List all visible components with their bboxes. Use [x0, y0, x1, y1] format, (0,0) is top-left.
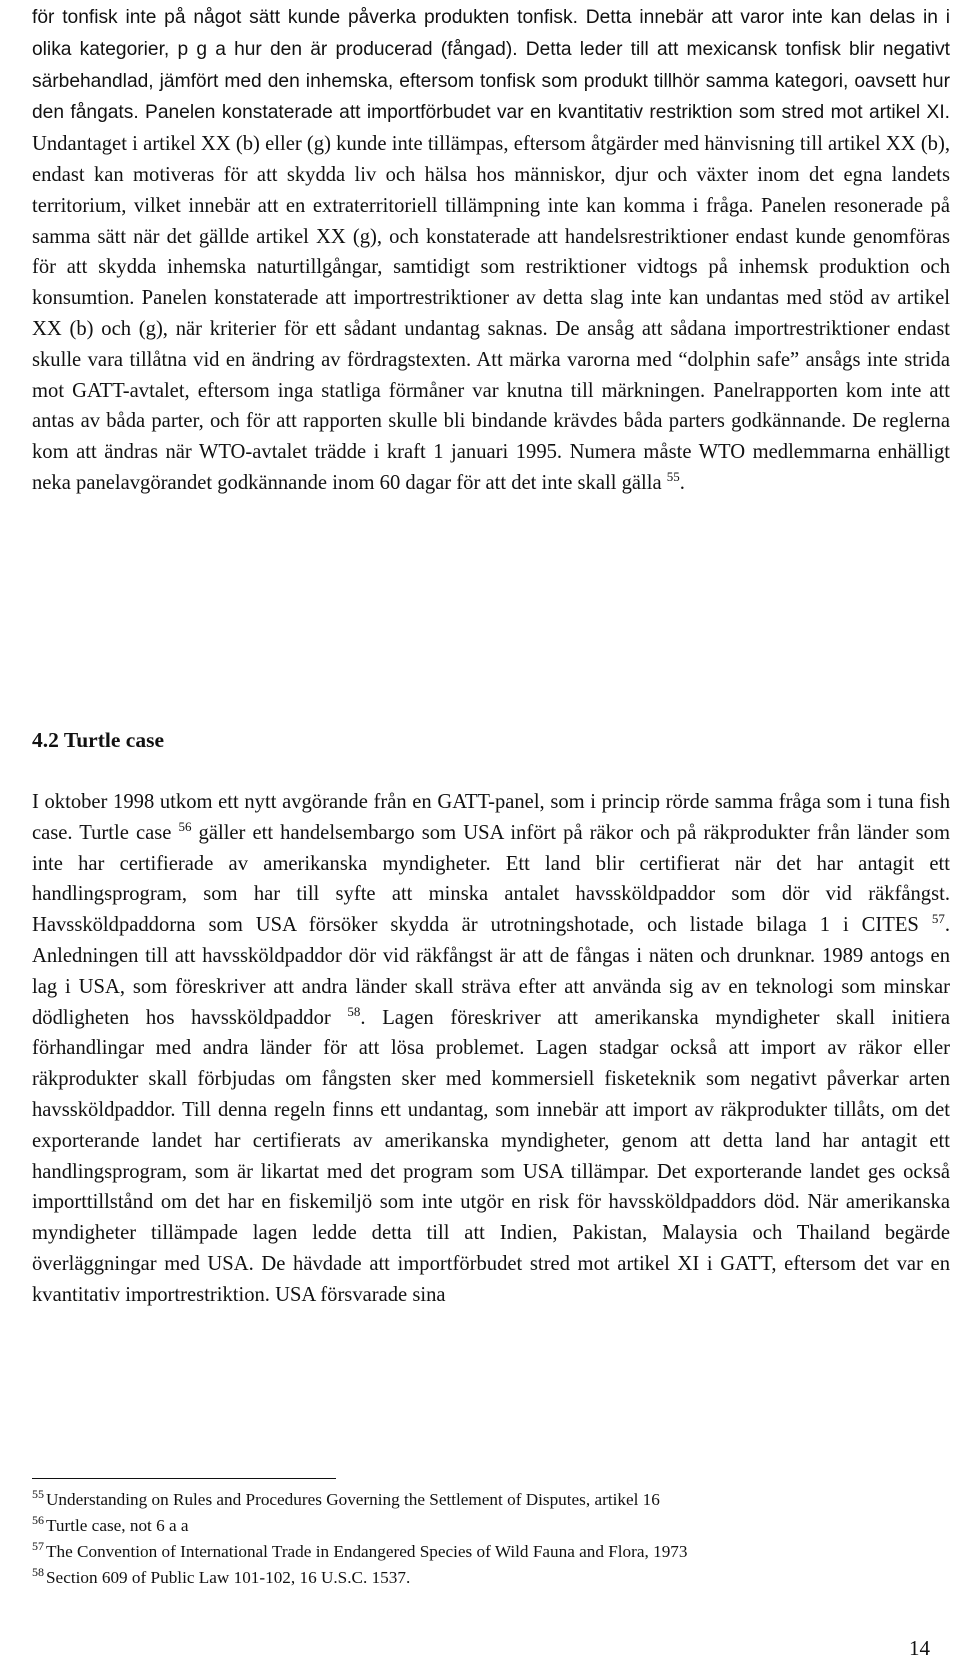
paragraph-text: för tonfisk inte på något sätt kunde påverka produkten tonfisk. Detta innebär att varor inte kan delas in i olika kategorier, p g a hur den är producerad (fångad). Detta leder till att mexicansk tonfisk blir negativt särbehandlad, jämfört med den inhemska, eftersom tonfisk som produkt tillhör samma kategori, oavsett hur den fångats. Panelen konstaterade att importförbudet var en kvantitativ restriktion som stred mot artikel XI. [32, 7, 950, 124]
body-paragraph-2 [32, 787, 950, 1311]
body-paragraph-1 [32, 2, 950, 499]
footnote [32, 1487, 950, 1513]
footnote-divider [32, 1478, 336, 1479]
footnote [32, 1565, 950, 1591]
paragraph-text: I oktober 1998 utkom ett nytt avgörande från en GATT-panel, som i princip rörde samma fråga som i tuna fish case. Turtle case [32, 791, 950, 844]
paragraph-text: gäller ett handelsembargo som USA infört på räkor och på räkprodukter från länder som inte har certifierade av amerikanska myndigheter. Ett land blir certifierat när det har antagit ett handlingsprogram, som har till syfte att minska antalet havssköldpaddor som dör vid räkfångst. Havssköldpaddorna som USA försöker skydda är utrotningshotade, och listade bilaga 1 i CITES [32, 821, 950, 937]
paragraph-text: Undantaget i artikel XX (b) eller (g) kunde inte tillämpas, eftersom åtgärder med hänvisning till artikel XX (b), endast kan motiveras för att skydda liv och hälsa hos människor, djur och växter inom det egna landets territorium, vilket innebär att en extraterritoriell tillämpning inte kan komma i fråga. Panelen resonerade på samma sätt när det gällde artikel XX (g), och konstaterade att handelsrestriktioner endast kunde genomföras för att skydda inhemska naturtillgångar, samtidigt som restriktioner vidtogs på inhemsk produktion och konsumtion. Panelen konstaterade att importrestriktioner av detta slag inte kan undantas med stöd av artikel XX (b) och (g), när kriterier för ett sådant undantag saknas. De ansåg att sådana importrestriktioner endast skulle vara tillåtna vid en ändring av fördragstexten. Att märka varorna med “dolphin safe” ansågs inte strida mot GATT-avtalet, eftersom inga statliga förmåner var knutna till märkningen. Panelrapporten kom inte att antas av båda parter, och för att rapporten skulle bli bindande krävdes båda parters godkännande. De reglerna kom att ändras när WTO-avtalet trädde i kraft 1 januari 1995. Numera måste WTO medlemmarna enhälligt neka panelavgörandet godkännande inom 60 dagar för att det inte skall gälla [32, 133, 950, 494]
footnote-number: 58 [32, 1564, 44, 1579]
paragraph-end: . [679, 471, 685, 494]
footnote [32, 1513, 950, 1539]
section-heading: 4.2 Turtle case [32, 728, 164, 752]
footnote-number: 56 [32, 1512, 44, 1527]
footnote-text: Understanding on Rules and Procedures Governing the Settlement of Disputes, artikel 16 [46, 1490, 660, 1509]
footnote-number: 57 [32, 1538, 44, 1553]
page-number: 14 [909, 1636, 930, 1660]
paragraph-text: . Lagen föreskriver att amerikanska myndigheter skall initiera förhandlingar med andra länder för att lösa problemet. Lagen stadgar också att import av räkor eller räkprodukter skall förbjudas om fångsten sker med kommersiell fisketeknik som negativt påverkar arten havssköldpaddor. Till denna regeln finns ett undantag, som innebär att import av räkprodukter tillåts, om det exporterande landet har certifierats av amerikanska myndigheter, genom att detta land har antagit ett handlingsprogram, som är likartat med det program som USA tillämpar. Det exporterande landet ges också importtillstånd om det har en fiskemiljö som inte utgör en risk för havssköldpaddors död. När amerikanska myndigheter tillämpade lagen ledde detta till att Indien, Pakistan, Malaysia och Thailand begärde överläggningar med USA. De hävdade att importförbudet stred mot artikel XI i GATT, eftersom det var en kvantitativ importrestriktion. USA försvarade sina [32, 1006, 950, 1306]
footnotes [32, 1487, 950, 1591]
footnote-text: Turtle case, not 6 a a [46, 1516, 189, 1535]
footnote [32, 1539, 950, 1565]
footnote-ref-57: 57 [931, 911, 945, 927]
footnote-text: Section 609 of Public Law 101-102, 16 U.S.C. 1537. [46, 1568, 411, 1587]
footnote-ref-55: 55 [666, 469, 680, 485]
paragraph-text: . Anledningen till att havssköldpaddor dör vid räkfångst är att de fångas i näten och drunknar. 1989 antogs en lag i USA, som föreskriver att andra länder skall sträva efter att använda sig av en teknologi som minskar dödligheten hos havssköldpaddor [32, 914, 950, 1029]
footnote-ref-58: 58 [347, 1003, 361, 1019]
footnote-ref-56: 56 [178, 819, 192, 834]
footnote-number: 55 [32, 1486, 44, 1501]
footnote-text: The Convention of International Trade in Endangered Species of Wild Fauna and Flora, 1973 [46, 1542, 688, 1561]
